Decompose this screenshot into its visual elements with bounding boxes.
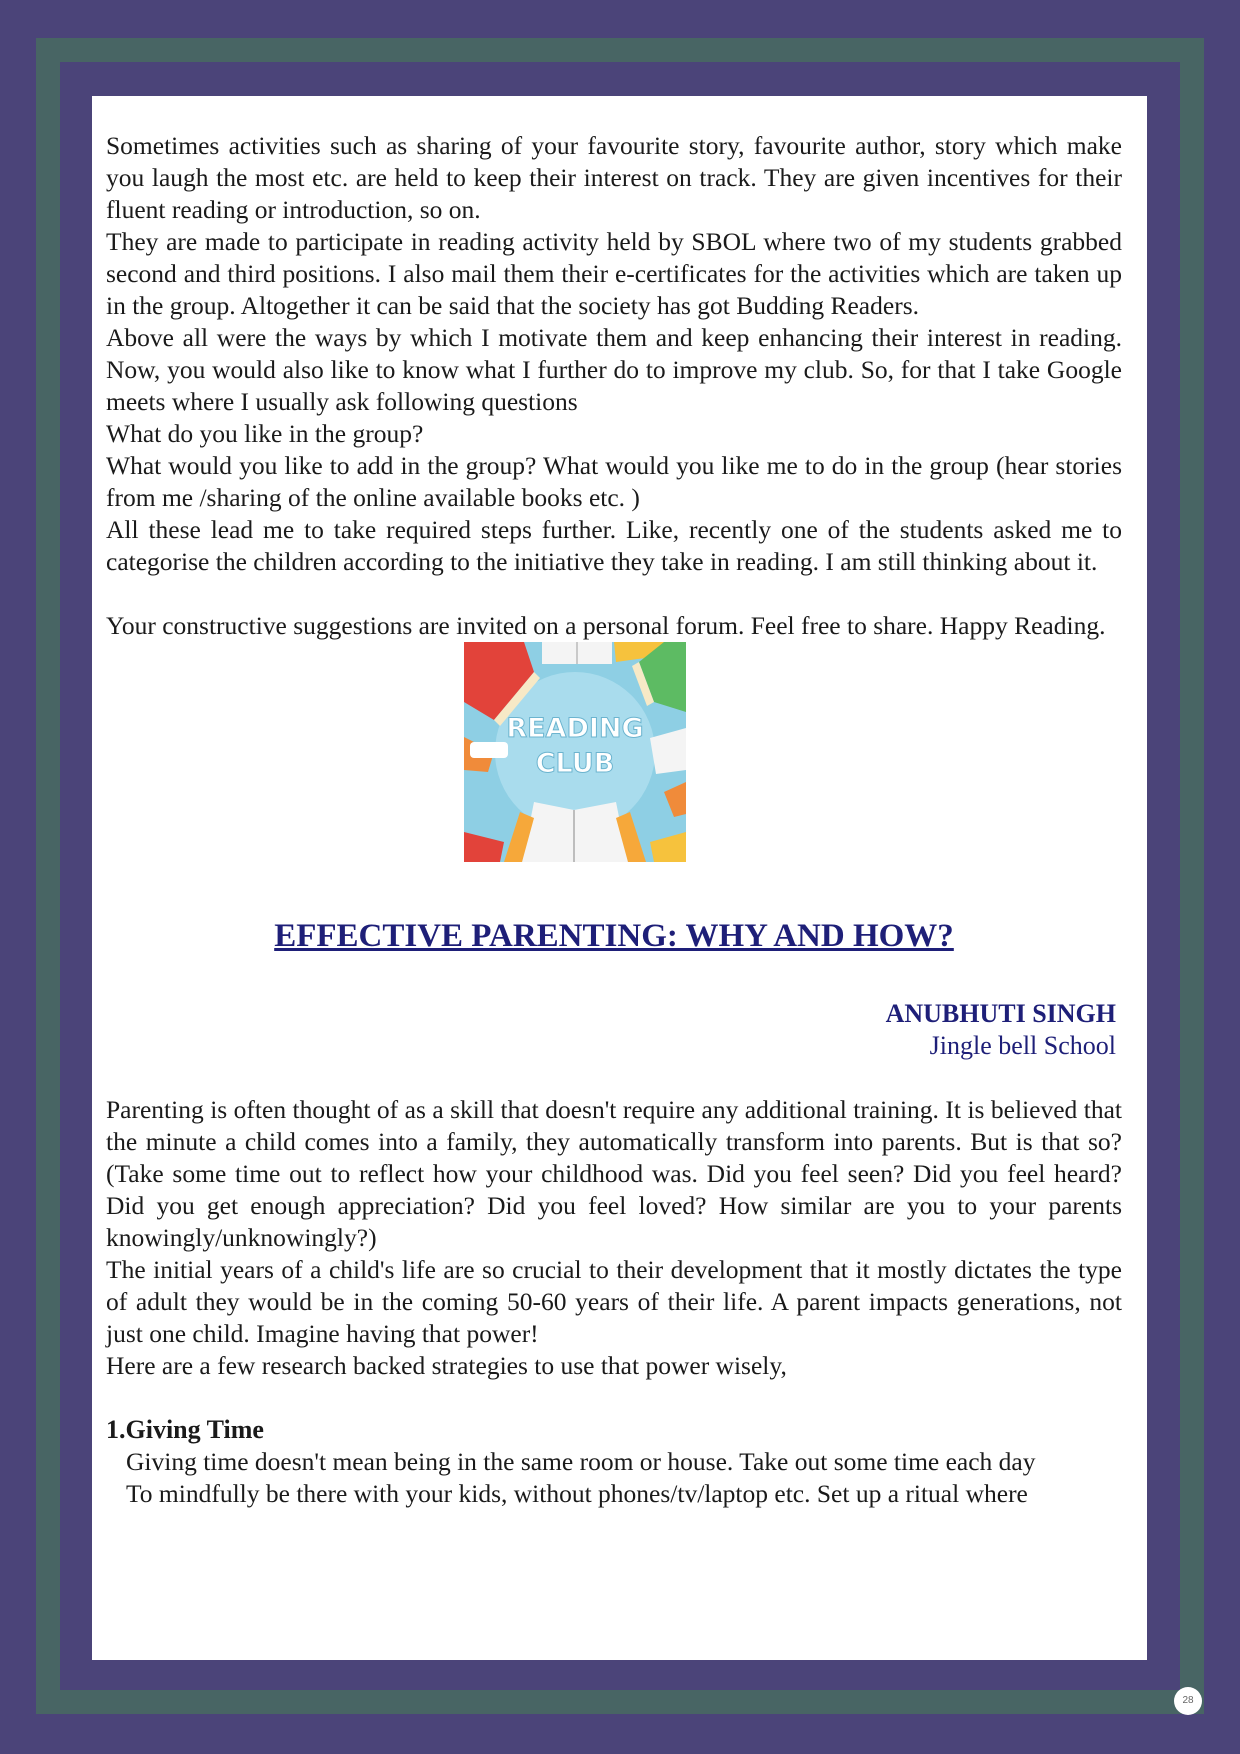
reading-club-illustration [464, 642, 686, 862]
body-paragraph: Above all were the ways by which I motivate them and keep enhancing their interest in reading. Now, you would also like to know what I further do to improve my club. So, for that I take Google meets where I usually ask following questions [106, 323, 1122, 416]
club-text-line1: READING [506, 713, 644, 744]
body-paragraph: They are made to participate in reading activity held by SBOL where two of my students grabbed second and third positions. I also mail them their e-certificates for the activities which are taken up in the group. Altogether it can be said that the society has got Budding Readers. [106, 227, 1122, 320]
body-paragraph: Here are a few research backed strategies to use that power wisely, [106, 1351, 787, 1380]
page-number-badge: 28 [1174, 1687, 1202, 1715]
spacer [106, 1062, 1122, 1094]
closing-paragraph: Your constructive suggestions are invited on a personal forum. Feel free to share. Happy Reading. [106, 611, 1106, 640]
question-line: What would you like to add in the group? What would you like me to do in the group (hear stories from me /sharing of the online available books etc. ) [106, 451, 1122, 512]
author-school: Jingle bell School [929, 1031, 1116, 1060]
author-name: ANUBHUTI SINGH [885, 999, 1116, 1028]
spacer [106, 578, 1122, 610]
body-paragraph: All these lead me to take required steps further. Like, recently one of the students asked me to categorise the children according to the initiative they take in reading. I am still thinking about it. [106, 515, 1122, 576]
reading-club-icon [464, 642, 686, 862]
section-line: To mindfully be there with your kids, without phones/tv/laptop etc. Set up a ritual where [126, 1479, 1028, 1508]
section-line: Giving time doesn't mean being in the same room or house. Take out some time each day [126, 1447, 1036, 1476]
spacer [106, 1382, 1122, 1414]
body-paragraph: Sometimes activities such as sharing of your favourite story, favourite author, story which make you laugh the most etc. are held to keep their interest on track. They are given incentives for their fluent reading or introduction, so on. [106, 131, 1122, 224]
page-content [106, 130, 1122, 1510]
body-paragraph: Parenting is often thought of as a skill that doesn't require any additional training. It is believed that the minute a child comes into a family, they automatically transform into parents. But is that so? (Take some time out to reflect how your childhood was. Did you feel seen? Did you feel heard? Did you get enough appreciation? Did you feel loved? How similar are you to your parents knowingly/unknowingly?) [106, 1095, 1122, 1252]
body-paragraph: The initial years of a child's life are so crucial to their development that it mostly dictates the type of adult they would be in the coming 50-60 years of their life. A parent impacts generations, not just one child. Imagine having that power! [106, 1255, 1122, 1348]
question-line: What do you like in the group? [106, 419, 424, 448]
section-heading: 1.Giving Time [106, 1415, 264, 1444]
club-text-line2: CLUB [535, 748, 615, 779]
article-title: EFFECTIVE PARENTING: WHY AND HOW? [274, 918, 954, 954]
